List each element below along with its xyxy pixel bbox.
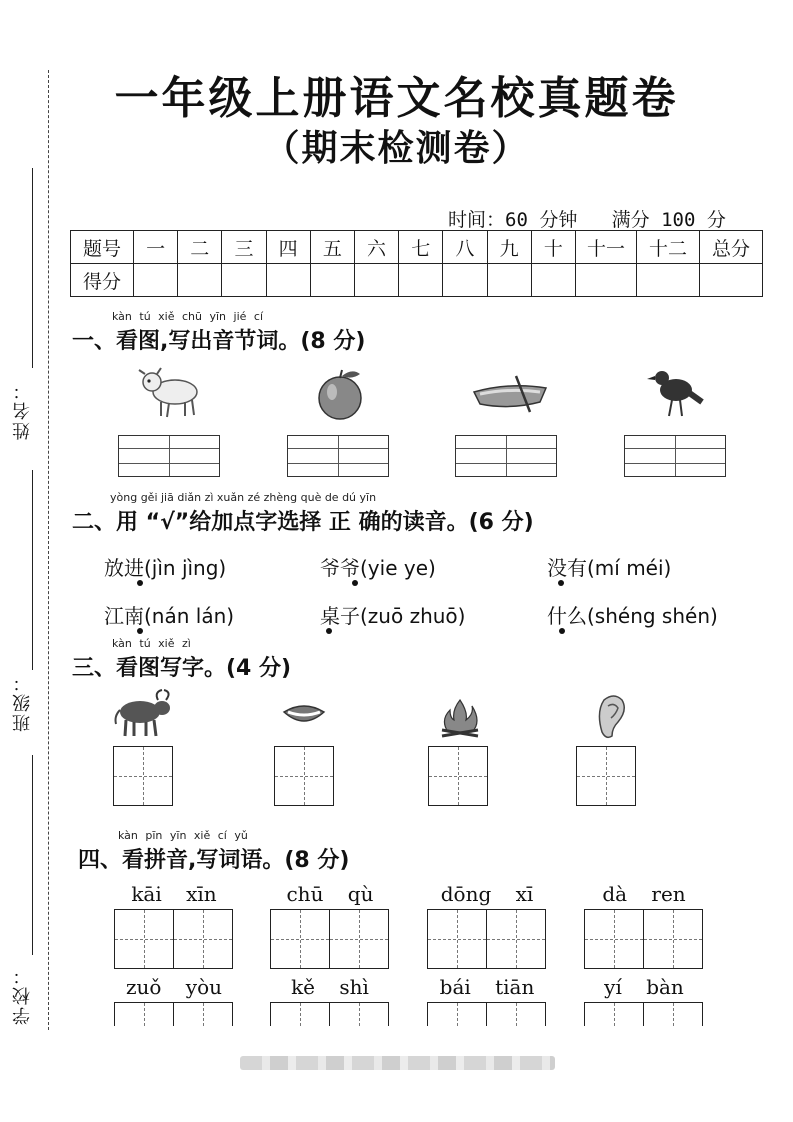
section3-title: 三、看图写字。(4 分) <box>72 656 292 681</box>
answer-grid[interactable] <box>118 435 220 477</box>
section2-pinyin: yòng gěi jiā diǎn zì xuǎn zé zhèng què de dú yīn <box>110 491 377 504</box>
table-cell: 十二 <box>637 231 700 264</box>
table-cell: 总分 <box>700 231 763 264</box>
ear-icon <box>594 692 628 740</box>
name-line <box>32 168 33 368</box>
score-entry-cell[interactable] <box>531 264 575 297</box>
crow-icon <box>644 362 704 422</box>
score-entry-cell[interactable] <box>700 264 763 297</box>
emphasis-dot <box>326 628 332 634</box>
table-cell: 一 <box>134 231 178 264</box>
tianzige-box[interactable] <box>486 909 546 969</box>
reading-question: 江南(nán lán) <box>104 604 235 628</box>
page-subtitle: （期末检测卷） <box>263 127 530 169</box>
reading-question: 什么(shéng shén) <box>547 604 718 628</box>
tianzige-box[interactable] <box>428 746 488 806</box>
score-entry-cell[interactable] <box>576 264 637 297</box>
tianzige-box[interactable] <box>173 909 233 969</box>
pinyin-word: chū qù <box>286 882 374 906</box>
mouth-icon <box>282 700 326 730</box>
table-cell: 十 <box>531 231 575 264</box>
table-cell: 题号 <box>71 231 134 264</box>
pinyin-word: kě shì <box>291 975 369 999</box>
boat-icon <box>470 372 550 418</box>
tianzige-box[interactable] <box>576 746 636 806</box>
tianzige-box[interactable] <box>270 909 330 969</box>
tianzige-box[interactable] <box>643 909 703 969</box>
table-cell: 十一 <box>576 231 637 264</box>
tianzige-box[interactable] <box>329 1002 389 1026</box>
pinyin-word: yí bàn <box>604 975 684 999</box>
tianzige-box[interactable] <box>274 746 334 806</box>
score-entry-cell[interactable] <box>637 264 700 297</box>
section4-title: 四、看拼音,写词语。(8 分) <box>78 848 350 873</box>
tianzige-box[interactable] <box>584 909 644 969</box>
tianzige-box[interactable] <box>643 1002 703 1026</box>
section3-pinyin: kàn tú xiě zì <box>112 637 191 650</box>
name-label: 姓名： <box>12 380 33 440</box>
lamb-icon <box>135 362 205 422</box>
fire-icon <box>438 696 482 740</box>
class-label: 班级： <box>12 672 33 732</box>
section4-pinyin: kàn pīn yīn xiě cí yǔ <box>118 829 248 842</box>
ox-icon <box>110 688 174 740</box>
reading-question: 爷爷(yie ye) <box>320 556 436 580</box>
score-entry-cell[interactable] <box>134 264 178 297</box>
reading-question: 桌子(zuō zhuō) <box>320 604 466 628</box>
emphasis-dot <box>137 580 143 586</box>
table-cell: 七 <box>399 231 443 264</box>
emphasis-dot <box>352 580 358 586</box>
table-cell: 四 <box>266 231 310 264</box>
emphasis-dot <box>559 628 565 634</box>
reading-question: 没有(mí méi) <box>547 556 672 580</box>
score-entry-cell[interactable] <box>310 264 354 297</box>
reading-question: 放进(jìn jìng) <box>104 556 227 580</box>
section2-title: 二、用 “√”给加点字选择 正 确的读音。(6 分) <box>72 510 534 535</box>
apple-icon <box>312 366 368 422</box>
tianzige-box[interactable] <box>427 1002 487 1026</box>
school-label: 学校： <box>12 965 33 1025</box>
blurred-watermark <box>240 1056 555 1070</box>
table-cell: 三 <box>222 231 266 264</box>
table-cell: 五 <box>310 231 354 264</box>
school-line <box>32 755 33 955</box>
tianzige-box[interactable] <box>329 909 389 969</box>
score-entry-cell[interactable] <box>354 264 398 297</box>
page-title: 一年级上册语文名校真题卷 <box>114 73 679 124</box>
pinyin-word: bái tiān <box>439 975 535 999</box>
tianzige-box[interactable] <box>114 909 174 969</box>
tianzige-box[interactable] <box>270 1002 330 1026</box>
table-cell: 二 <box>178 231 222 264</box>
time-score-info: 时间：60 分钟 满分 100 分 <box>448 209 726 231</box>
table-cell: 六 <box>354 231 398 264</box>
tianzige-box[interactable] <box>486 1002 546 1026</box>
tianzige-box[interactable] <box>584 1002 644 1026</box>
pinyin-word: dà ren <box>602 882 686 906</box>
answer-grid[interactable] <box>287 435 389 477</box>
class-line <box>32 470 33 670</box>
score-entry-cell[interactable] <box>178 264 222 297</box>
table-cell: 得分 <box>71 264 134 297</box>
pinyin-word: zuǒ yòu <box>125 975 223 999</box>
section1-pinyin: kàn tú xiě chū yīn jié cí <box>112 310 263 323</box>
score-table-score-row <box>71 264 763 297</box>
table-cell: 八 <box>443 231 487 264</box>
answer-grid[interactable] <box>455 435 557 477</box>
score-entry-cell[interactable] <box>487 264 531 297</box>
score-table-header-row <box>71 231 763 264</box>
binding-dashed-line <box>48 70 49 1030</box>
tianzige-box[interactable] <box>113 746 173 806</box>
score-entry-cell[interactable] <box>266 264 310 297</box>
score-entry-cell[interactable] <box>399 264 443 297</box>
table-cell: 九 <box>487 231 531 264</box>
score-entry-cell[interactable] <box>443 264 487 297</box>
tianzige-box[interactable] <box>114 1002 174 1026</box>
answer-grid[interactable] <box>624 435 726 477</box>
score-entry-cell[interactable] <box>222 264 266 297</box>
pinyin-word: kāi xīn <box>131 882 217 906</box>
bottom-grid-row <box>0 1000 793 1026</box>
score-table <box>70 230 763 297</box>
tianzige-box[interactable] <box>427 909 487 969</box>
section1-title: 一、看图,写出音节词。(8 分) <box>72 329 366 354</box>
tianzige-box[interactable] <box>173 1002 233 1026</box>
emphasis-dot <box>558 580 564 586</box>
pinyin-word: dōng xī <box>440 882 534 906</box>
emphasis-dot <box>137 628 143 634</box>
